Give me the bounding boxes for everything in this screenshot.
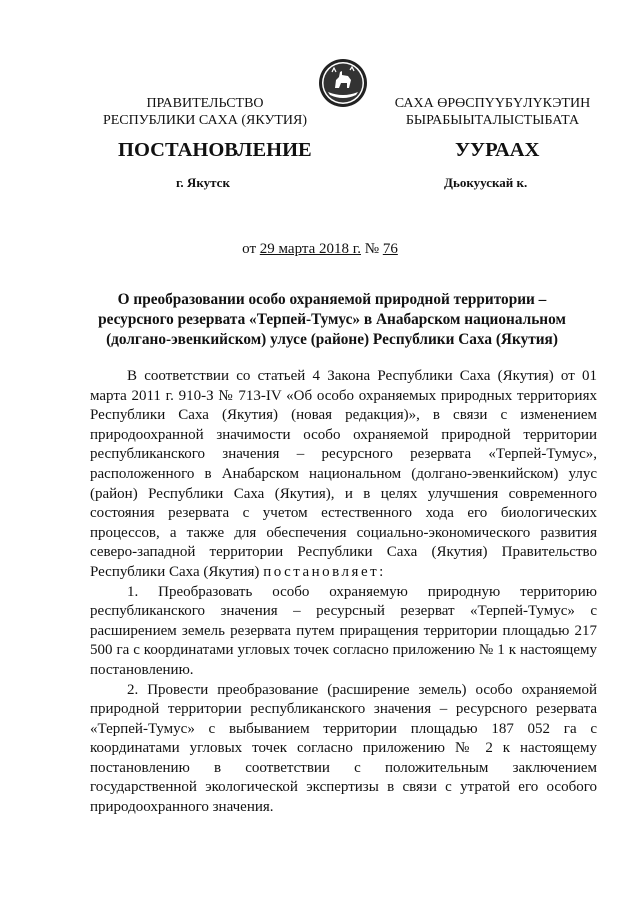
decree-number: 76 — [382, 241, 398, 257]
number-sign: № — [364, 241, 380, 257]
document-title — [90, 290, 574, 350]
decree-title-yakut: УУРААХ — [455, 139, 540, 161]
document-title-line-2: ресурсного резервата «Терпей-Тумус» в Анабарском национальном — [98, 311, 566, 328]
document-title-line-3: (долгано-эвенкийском) улусе (районе) Республики Саха (Якутия) — [106, 331, 558, 348]
item-2-paragraph: 2. Провести преобразование (расширение земель) особо охраняемой природной территории республиканского значения – ресурсного резервата «Терпей-Тумус» с выбыванием территории площадью 187 052 га с координатами угловых точек согласно приложению № 2 к настоящему постановлению в соответствии с положительным заключением государственной экологической экспертизы в связи с утратой его особого природоохранного значения. — [90, 681, 597, 816]
document-body — [90, 367, 597, 818]
city-russian: г. Якутск — [176, 175, 230, 190]
date-prefix: от — [242, 241, 257, 257]
government-line-2: РЕСПУБЛИКИ САХА (ЯКУТИЯ) — [102, 113, 308, 128]
city-yakut: Дьокуускай к. — [444, 175, 528, 190]
decree-title-russian: ПОСТАНОВЛЕНИЕ — [118, 139, 312, 161]
item-1-paragraph: 1. Преобразовать особо охраняемую природную территорию республиканского значения – ресурсный резерват «Терпей-Тумус» с расширением земель резервата путем приращения территории площадью 217 500 га с координатами угловых точек согласно приложению № 1 к настоящему постановлению. — [90, 583, 597, 678]
decree-word: постановляет: — [263, 563, 386, 580]
decree-date: 29 марта 2018 г. — [259, 241, 361, 257]
preamble-text: В соответствии со статьей 4 Закона Республики Саха (Якутия) от 01 марта 2011 г. 910-З № 713-IV «Об особо охраняемых природных территориях Республики Саха (Якутия) (новая редакция)», в связи с изменением природоохранной значимости особо охраняемой природной территории республиканского значения – ресурсного резервата «Терпей-Тумус», расположенного в Анабарском национальном (долгано-эвенкийском) улус (район) Республики Саха (Якутия), и в целях улучшения современного состояния резервата с учетом естественного хода его биологических процессов, а также для обеспечения социально-экономического развития северо-западной территории Республики Саха (Якутия) Правительство Республики Саха (Якутия) — [90, 368, 597, 580]
preamble-paragraph — [90, 367, 597, 583]
government-line-1: ПРАВИТЕЛЬСТВО — [146, 96, 264, 111]
government-yakut-line-2: БЫРАБЫЫТАЛЫСТЫБАТА — [405, 113, 580, 128]
government-name-russian — [100, 95, 310, 129]
coat-of-arms-icon — [318, 58, 368, 108]
government-name-yakut — [385, 95, 600, 129]
document-title-line-1: О преобразовании особо охраняемой природной территории – — [117, 291, 547, 308]
decree-dateline — [0, 241, 640, 258]
government-yakut-line-1: САХА ӨРӨСПҮҮБҮЛҮКЭТИН — [394, 96, 591, 111]
